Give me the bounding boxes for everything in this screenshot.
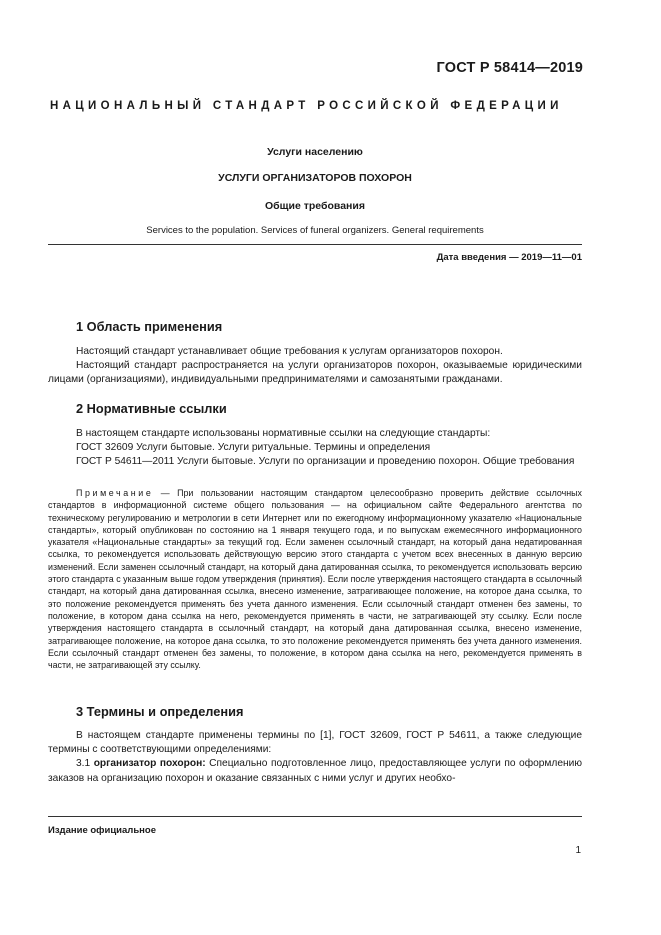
official-edition-label: Издание официальное bbox=[48, 825, 156, 836]
term-definition: Специально подготовленное лицо, предоставляющее услуги по оформлению заказов на организацию похорон и оказание связанных с ними услуг и других необхо- bbox=[48, 758, 582, 784]
section-2-reference-2: ГОСТ Р 54611—2011 Услуги бытовые. Услуги по организации и проведению похорон. Общие требования bbox=[76, 456, 575, 468]
term-number: 3.1 bbox=[76, 758, 94, 770]
section-1-heading-block bbox=[48, 320, 582, 334]
section-3-heading-block bbox=[48, 705, 582, 719]
section-1-heading: 1 Область применения bbox=[76, 319, 223, 334]
english-title: Services to the population. Services of funeral organizers. General requirements bbox=[146, 225, 484, 236]
section-2-heading-block bbox=[48, 402, 582, 416]
title-line-3: Общие требования bbox=[265, 200, 365, 212]
section-2-paragraph-1: В настоящем стандарте использованы нормативные ссылки на следующие стандарты: bbox=[76, 428, 491, 439]
section-1-body bbox=[48, 345, 582, 388]
term-3-1 bbox=[48, 757, 582, 785]
section-2-heading: 2 Нормативные ссылки bbox=[76, 401, 227, 416]
introduction-date: Дата введения — 2019—11—01 bbox=[436, 252, 582, 263]
standard-number: ГОСТ Р 58414—2019 bbox=[436, 60, 583, 76]
title-line-1: Услуги населению bbox=[267, 146, 363, 158]
title-line-2: УСЛУГИ ОРГАНИЗАТОРОВ ПОХОРОН bbox=[218, 172, 412, 184]
section-3-heading: 3 Термины и определения bbox=[76, 704, 244, 719]
term-name: организатор похорон: bbox=[93, 758, 206, 770]
bottom-divider bbox=[48, 816, 582, 817]
section-2-body bbox=[48, 427, 582, 470]
section-2-note bbox=[48, 487, 582, 671]
section-1-paragraph-1: Настоящий стандарт устанавливает общие требования к услугам организаторов похорон. bbox=[76, 346, 503, 357]
section-3-body bbox=[48, 729, 582, 786]
section-2-reference-1: ГОСТ 32609 Услуги бытовые. Услуги ритуальные. Термины и определения bbox=[76, 442, 431, 454]
note-text: — При пользовании настоящим стандартом целесообразно проверить действие ссылочных стандартов в информационной системе общего пользования — на официальном сайте Федерального агентства по техническому регулированию и метрологии в сети Интернет или по ежегодному информационному указателю «Национальные стандарты», который опубликован по состоянию на 1 января текущего года, и по выпускам ежемесячного информационного указателя «Национальные стандарты» за текущий год. Если заменен ссылочный стандарт, на который дана недатированная ссылка, то рекомендуется использовать действующую версию этого стандарта с учетом всех внесенных в данную версию изменений. Если заменен ссылочный стандарт, на который дана датированная ссылка, то рекомендуется использовать версию этого стандарта с указанным выше годом утверждения (принятия). Если после утверждения настоящего стандарта в ссылочный стандарт, на который дана датированная ссылка, внесено изменение, затрагивающее положение, на которое дана ссылка, то это положение рекомендуется применять без учета данного изменения. Если ссылочный стандарт отменен без замены, то положение, в котором дана ссылка на него, рекомендуется применять в части, не затрагивающей эту ссылку. Если после утверждения настоящего стандарта в ссылочный стандарт, на который дана датированная ссылка, внесено изменение, затрагивающее положение, на которое дана ссылка, то это положение рекомендуется применять без учета данного изменения. Если ссылочный стандарт отменен без замены, то положение, в котором дана ссылка на него, рекомендуется применять в части, не затрагивающей эту ссылку. bbox=[48, 488, 582, 671]
note-label: Примечание bbox=[76, 488, 154, 498]
top-divider bbox=[48, 244, 582, 245]
national-standard-title: НАЦИОНАЛЬНЫЙ СТАНДАРТ РОССИЙСКОЙ ФЕДЕРАЦИИ bbox=[50, 100, 563, 112]
section-3-paragraph-1: В настоящем стандарте применены термины по [1], ГОСТ 32609, ГОСТ Р 54611, а также следующие термины с соответствующими определениями: bbox=[48, 730, 582, 756]
page-number: 1 bbox=[575, 845, 581, 856]
section-1-paragraph-2: Настоящий стандарт распространяется на услуги организаторов похорон, оказываемые юридическими лицами (организациями), индивидуальными предпринимателями и самозанятыми гражданами. bbox=[48, 360, 582, 386]
